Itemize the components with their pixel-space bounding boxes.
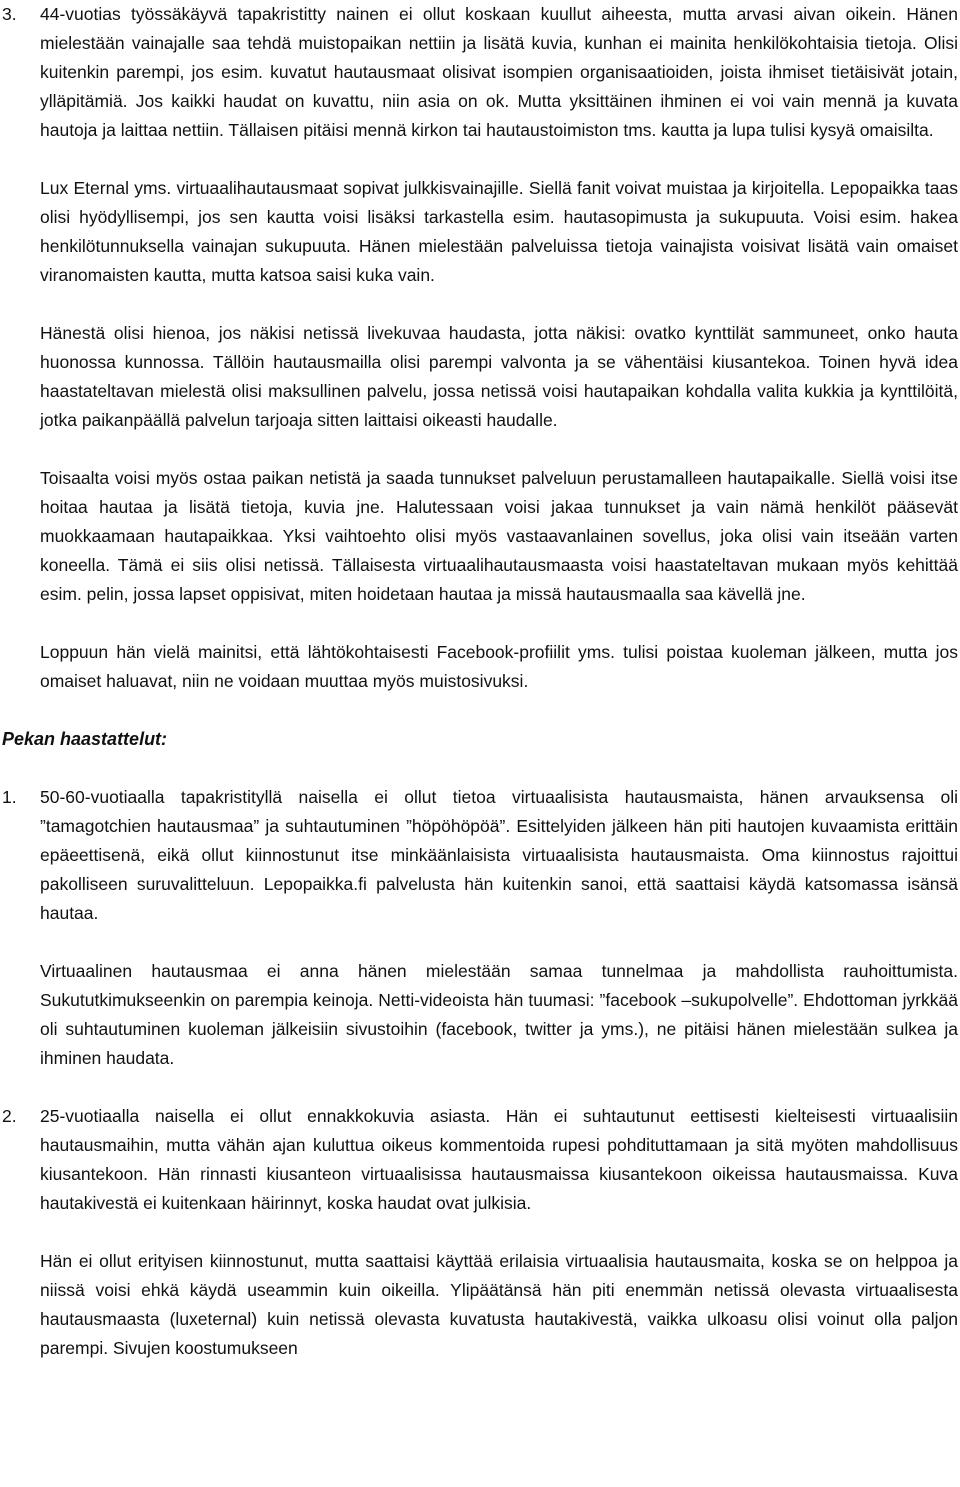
paragraph-gap	[0, 1073, 958, 1102]
paragraph: Lux Eternal yms. virtuaalihautausmaat sopivat julkkisvainajille. Siellä fanit voivat muistaa ja kirjoitella. Lepopaikka taas olisi hyödyllisempi, jos sen kautta voisi lisäksi tarkastella esim. hautasopimusta ja sukupuuta. Voisi esim. hakea henkilötunnuksella vainajan sukupuuta. Hänen mielestään palveluissa tietoja vainajista voisivat lisätä vain omaiset viranomaisten kautta, mutta katsoa saisi kuka vain.	[40, 178, 958, 285]
paragraph: 25-vuotiaalla naisella ei ollut ennakkokuvia asiasta. Hän ei suhtautunut eettisesti kielteisesti virtuaalisiin hautausmaihin, mutta vähän ajan kuluttua oikeus kommentoida rupesi pohdituttamaan ja sitä myöten mahdollisuus kiusantekoon. Hän rinnasti kiusanteon virtuaalisissa hautausmaissa kiusantekoon oikeissa hautausmaissa. Kuva hautakivestä ei kuitenkaan häirinnyt, koska haudat ovat julkisia.	[40, 1106, 958, 1213]
list-number: 1.	[2, 787, 17, 807]
paragraph-gap	[0, 696, 958, 725]
list-item-3	[0, 0, 958, 696]
list-item-1	[0, 783, 958, 1073]
paragraph: Toisaalta voisi myös ostaa paikan netistä ja saada tunnukset palveluun perustamalleen hautapaikalle. Siellä voisi itse hoitaa hautaa ja lisätä tietoja, kuvia jne. Halutessaan voisi jakaa tunnukset ja vain nämä henkilöt pääsevät muokkaamaan hautapaikkaa. Yksi vaihtoehto olisi myös vastaavanlainen sovellus, joka olisi vain itseään varten koneella. Tämä ei siis olisi netissä. Tällaisesta virtuaalihautausmaasta voisi haastateltavan mukaan myös kehittää esim. pelin, jossa lapset oppisivat, miten hoidetaan hautaa ja missä hautausmaalla saa kävellä jne.	[40, 468, 958, 604]
paragraph-gap	[0, 754, 958, 783]
paragraph-gap	[40, 1218, 958, 1247]
list-number: 3.	[2, 4, 17, 24]
paragraph: Hänestä olisi hienoa, jos näkisi netissä livekuvaa haudasta, jotta näkisi: ovatko kynttilät sammuneet, onko hauta huonossa kunnossa. Tällöin hautausmailla olisi parempi valvonta ja se vähentäisi kiusantekoa. Toinen hyvä idea haastateltavan mielestä olisi maksullinen palvelu, jossa netissä voisi hautapaikan kohdalla valita kukkia ja kynttilöitä, jotka paikanpäällä palvelun tarjoaja sitten laittaisi oikeasti haudalle.	[40, 323, 958, 430]
paragraph: 50-60-vuotiaalla tapakristityllä naisella ei ollut tietoa virtuaalisista hautausmaista, hänen arvauksensa oli ”tamagotchien hautausmaa” ja suhtautuminen ”höpöhöpöä”. Esittelyiden jälkeen hän piti hautojen kuvaamista erittäin epäeettisenä, eikä ollut kiinnostunut itse minkäänlaisista virtuaalisista hautausmaista. Oma kiinnostus rajoittui pakolliseen suruvalitteluun. Lepopaikka.fi palvelusta hän kuitenkin sanoi, että saattaisi käydä katsomassa isänsä hautaa.	[40, 787, 958, 923]
paragraph-gap	[40, 435, 958, 464]
paragraph-gap	[40, 290, 958, 319]
paragraph-gap	[40, 145, 958, 174]
paragraph: Loppuun hän vielä mainitsi, että lähtökohtaisesti Facebook-profiilit yms. tulisi poistaa kuoleman jälkeen, mutta jos omaiset haluavat, niin ne voidaan muuttaa myös muistosivuksi.	[40, 642, 958, 691]
paragraph: Virtuaalinen hautausmaa ei anna hänen mielestään samaa tunnelmaa ja mahdollista rauhoittumista. Sukututkimukseenkin on parempia keinoja. Netti-videoista hän tuumasi: ”facebook –sukupolvelle”. Ehdottoman jyrkkää oli suhtautuminen kuoleman jälkeisiin sivustoihin (facebook, twitter ja yms.), ne pitäisi hänen mielestään sulkea ja ihminen haudata.	[40, 961, 958, 1068]
list-number: 2.	[2, 1106, 17, 1126]
section-heading: Pekan haastattelut:	[2, 729, 168, 749]
paragraph-gap	[40, 928, 958, 957]
list-item-2	[0, 1102, 958, 1363]
paragraph: 44-vuotias työssäkäyvä tapakristitty nainen ei ollut koskaan kuullut aiheesta, mutta arvasi aivan oikein. Hänen mielestään vainajalle saa tehdä muistopaikan nettiin ja lisätä kuvia, kunhan ei mainita henkilökohtaisia tietoja. Olisi kuitenkin parempi, jos esim. kuvatut hautausmaat olisivat isompien organisaatioiden, joista ihmiset tietäisivät jotain, ylläpitämiä. Jos kaikki haudat on kuvattu, niin asia on ok. Mutta yksittäinen ihminen ei voi vain mennä ja kuvata hautoja ja laittaa nettiin. Tällaisen pitäisi mennä kirkon tai hautaustoimiston tms. kautta ja lupa tulisi kysyä omaisilta.	[40, 4, 958, 140]
paragraph: Hän ei ollut erityisen kiinnostunut, mutta saattaisi käyttää erilaisia virtuaalisia hautausmaita, koska se on helppoa ja niissä voisi ehkä käydä useammin kuin oikeilla. Ylipäätänsä hän piti enemmän netissä olevasta virtuaalisesta hautausmaasta (luxeternal) kuin netissä olevasta kuvatusta hautakivestä, vaikka ulkoasu olisi voinut olla paljon parempi. Sivujen koostumukseen	[40, 1251, 958, 1358]
paragraph-gap	[40, 609, 958, 638]
